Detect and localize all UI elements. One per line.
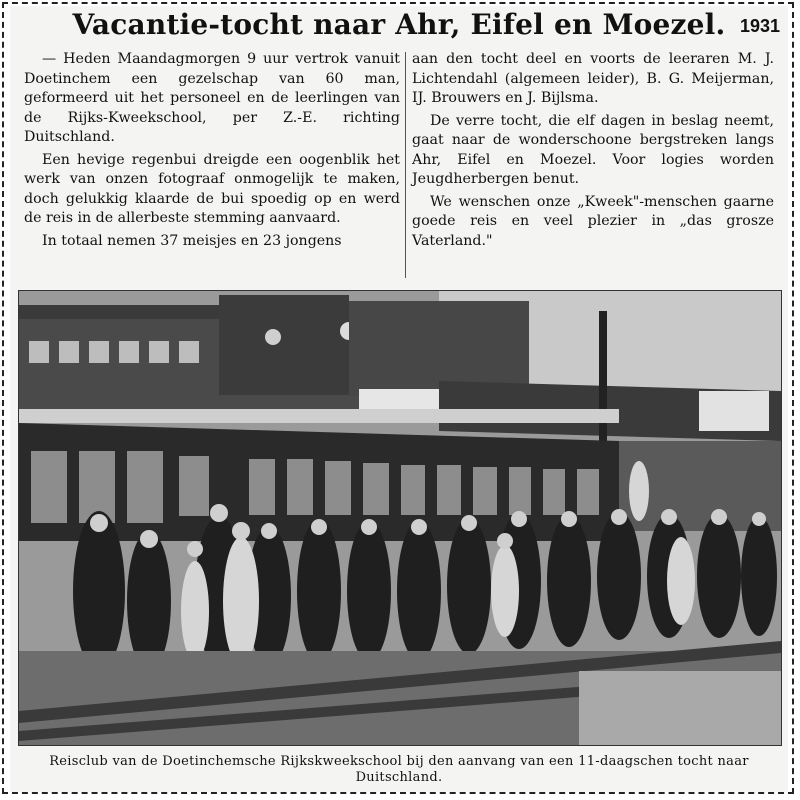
- photo-caption: Reisclub van de Doetinchemsche Rijkskweekschool bij den aanvang van een 11-daagschen tocht naar Duitschland.: [49, 754, 749, 785]
- year-label: 1931: [739, 16, 780, 36]
- paragraph: aan den tocht deel en voorts de leeraren M. J. Lichtendahl (algemeen leider), B. G. Meijerman, IJ. Brouwers en J. Bijlsma.: [412, 51, 774, 106]
- column-divider: [405, 52, 406, 278]
- newspaper-clipping: [10, 6, 788, 792]
- headline: Vacantie-tocht naar Ahr, Eifel en Moezel.: [72, 8, 726, 41]
- group-photo: [18, 290, 782, 746]
- paragraph: — Heden Maandagmorgen 9 uur vertrok vanuit Doetinchem een gezelschap van 60 man, geformeerd uit het personeel en de leerlingen van de Rijks-Kweekschool, per Z.-E. richting Duitschland.: [24, 51, 400, 145]
- article-left-column: [24, 50, 400, 251]
- paragraph: De verre tocht, die elf dagen in beslag neemt, gaat naar de wonderschoone bergstreken langs Ahr, Eifel en Moezel. Voor logies worden Jeugdherbergen benut.: [412, 112, 774, 187]
- paragraph: We wenschen onze „Kweek"-menschen gaarne goede reis en veel plezier in „das grosze Vaterland.": [412, 193, 774, 249]
- article-right-column: [412, 50, 774, 251]
- paragraph: Een hevige regenbui dreigde een oogenblik het werk van onzen fotograaf onmogelijk te maken, doch gelukkig klaarde de bui spoedig op en werd de reis in de allerbeste stemming aanvaard.: [24, 151, 400, 226]
- paragraph: In totaal nemen 37 meisjes en 23 jongens: [42, 232, 342, 249]
